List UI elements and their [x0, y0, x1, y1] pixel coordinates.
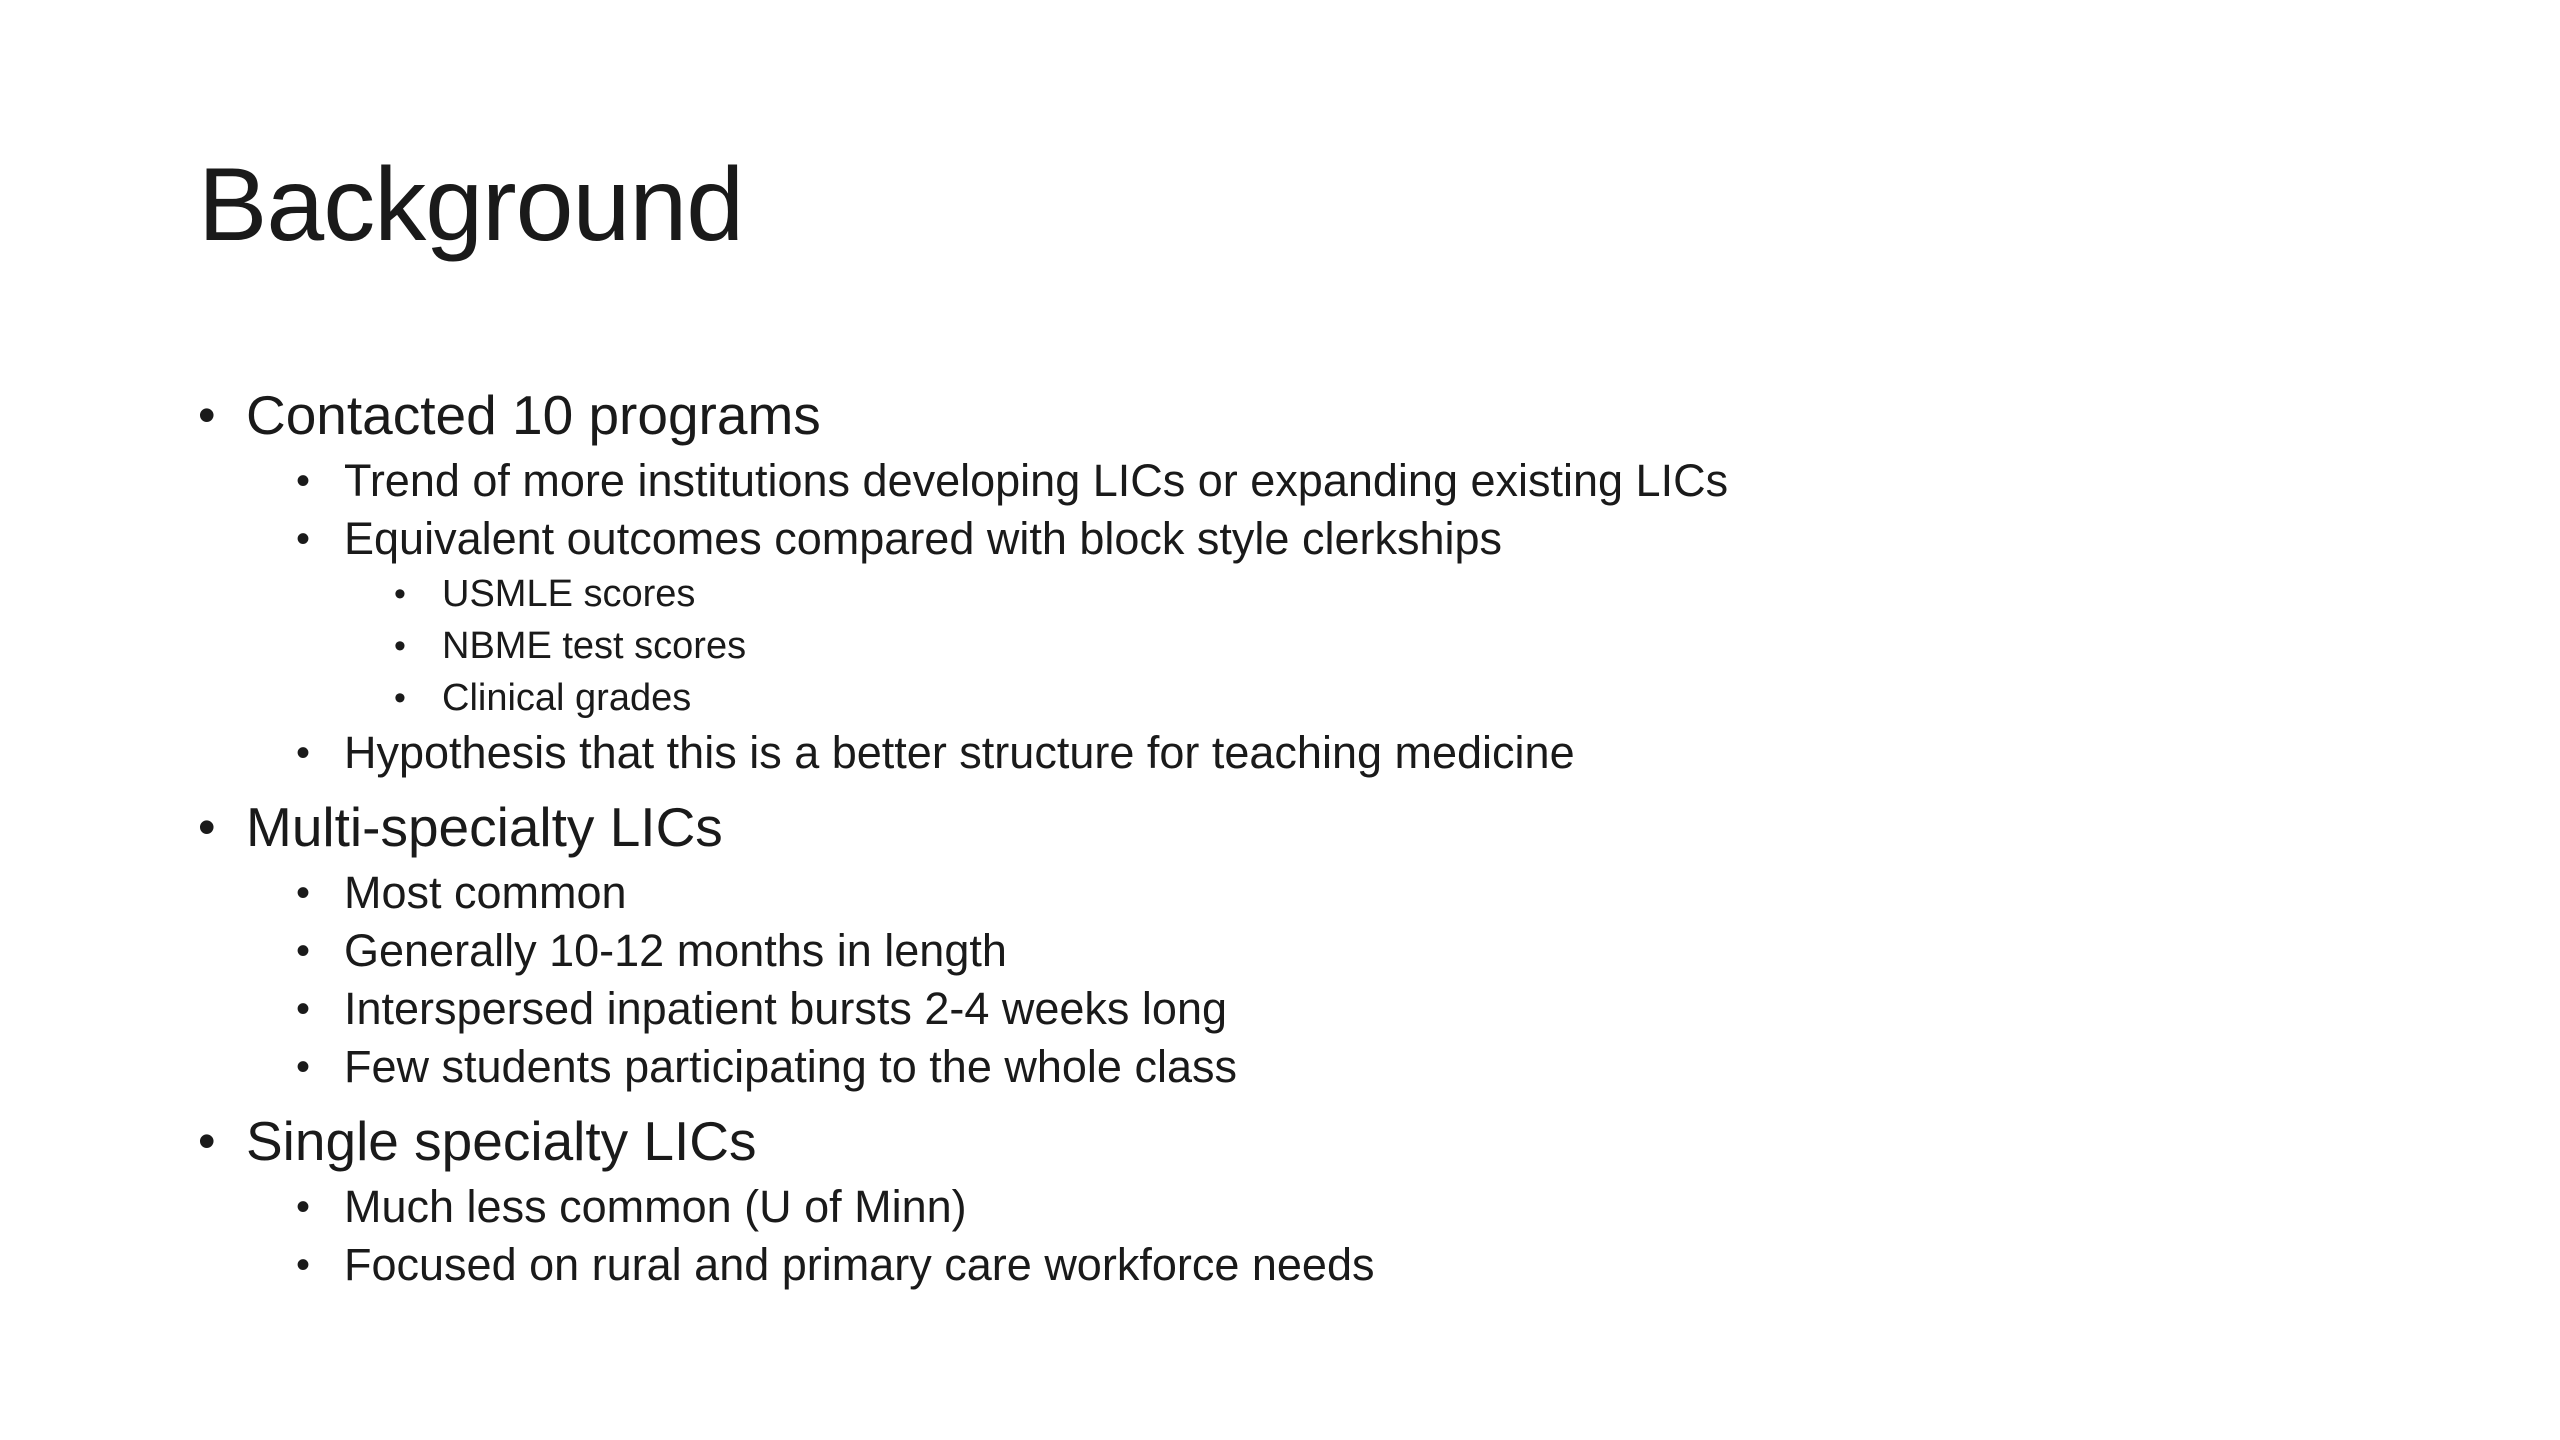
bullet-dot-icon: • [394, 627, 406, 665]
sub-bullet-length [198, 922, 2398, 980]
sub-bullet-less-common [198, 1178, 2398, 1236]
bullet-text: Trend of more institutions developing LICs or expanding existing LICs [344, 455, 1729, 506]
bullet-single-specialty [198, 1104, 2398, 1178]
bullet-text: Focused on rural and primary care workforce needs [344, 1239, 1375, 1290]
slide-title: Background [198, 147, 744, 263]
bullet-text: Single specialty LICs [246, 1110, 757, 1172]
bullet-dot-icon: • [296, 987, 311, 1031]
bullet-multi-specialty [198, 790, 2398, 864]
bullet-dot-icon: • [296, 1243, 311, 1287]
bullet-dot-icon: • [394, 575, 406, 613]
bullet-text: Hypothesis that this is a better structure for teaching medicine [344, 727, 1575, 778]
bullet-dot-icon: • [296, 929, 311, 973]
bullet-dot-icon: • [198, 799, 216, 855]
sub-bullet-equivalent-outcomes [198, 510, 2398, 568]
bullet-dot-icon: • [296, 731, 311, 775]
bullet-dot-icon: • [198, 1113, 216, 1169]
bullet-dot-icon: • [296, 459, 311, 503]
sub-sub-bullet-usmle [198, 568, 2398, 620]
sub-sub-bullet-nbme [198, 620, 2398, 672]
bullet-contacted-programs [198, 378, 2398, 452]
bullet-text: NBME test scores [442, 625, 747, 667]
bullet-text: Few students participating to the whole class [344, 1041, 1237, 1092]
bullet-text: Generally 10-12 months in length [344, 925, 1007, 976]
bullet-text: Multi-specialty LICs [246, 796, 723, 858]
bullet-text: Interspersed inpatient bursts 2-4 weeks long [344, 983, 1227, 1034]
bullet-dot-icon: • [296, 1045, 311, 1089]
sub-bullet-trend [198, 452, 2398, 510]
sub-bullet-inpatient-bursts [198, 980, 2398, 1038]
sub-sub-bullet-clinical-grades [198, 672, 2398, 724]
bullet-text: Contacted 10 programs [246, 384, 821, 446]
bullet-dot-icon: • [296, 517, 311, 561]
bullet-text: Much less common (U of Minn) [344, 1181, 967, 1232]
sub-bullet-hypothesis [198, 724, 2398, 782]
bullet-text: Clinical grades [442, 677, 692, 719]
sub-bullet-few-students [198, 1038, 2398, 1096]
sub-bullet-rural-focus [198, 1236, 2398, 1294]
bullet-text: Most common [344, 867, 627, 918]
bullet-text: USMLE scores [442, 573, 696, 615]
bullet-dot-icon: • [394, 679, 406, 717]
bullet-dot-icon: • [296, 871, 311, 915]
bullet-dot-icon: • [198, 387, 216, 443]
slide-body [198, 378, 2398, 1294]
sub-bullet-most-common [198, 864, 2398, 922]
bullet-text: Equivalent outcomes compared with block style clerkships [344, 513, 1503, 564]
bullet-dot-icon: • [296, 1185, 311, 1229]
